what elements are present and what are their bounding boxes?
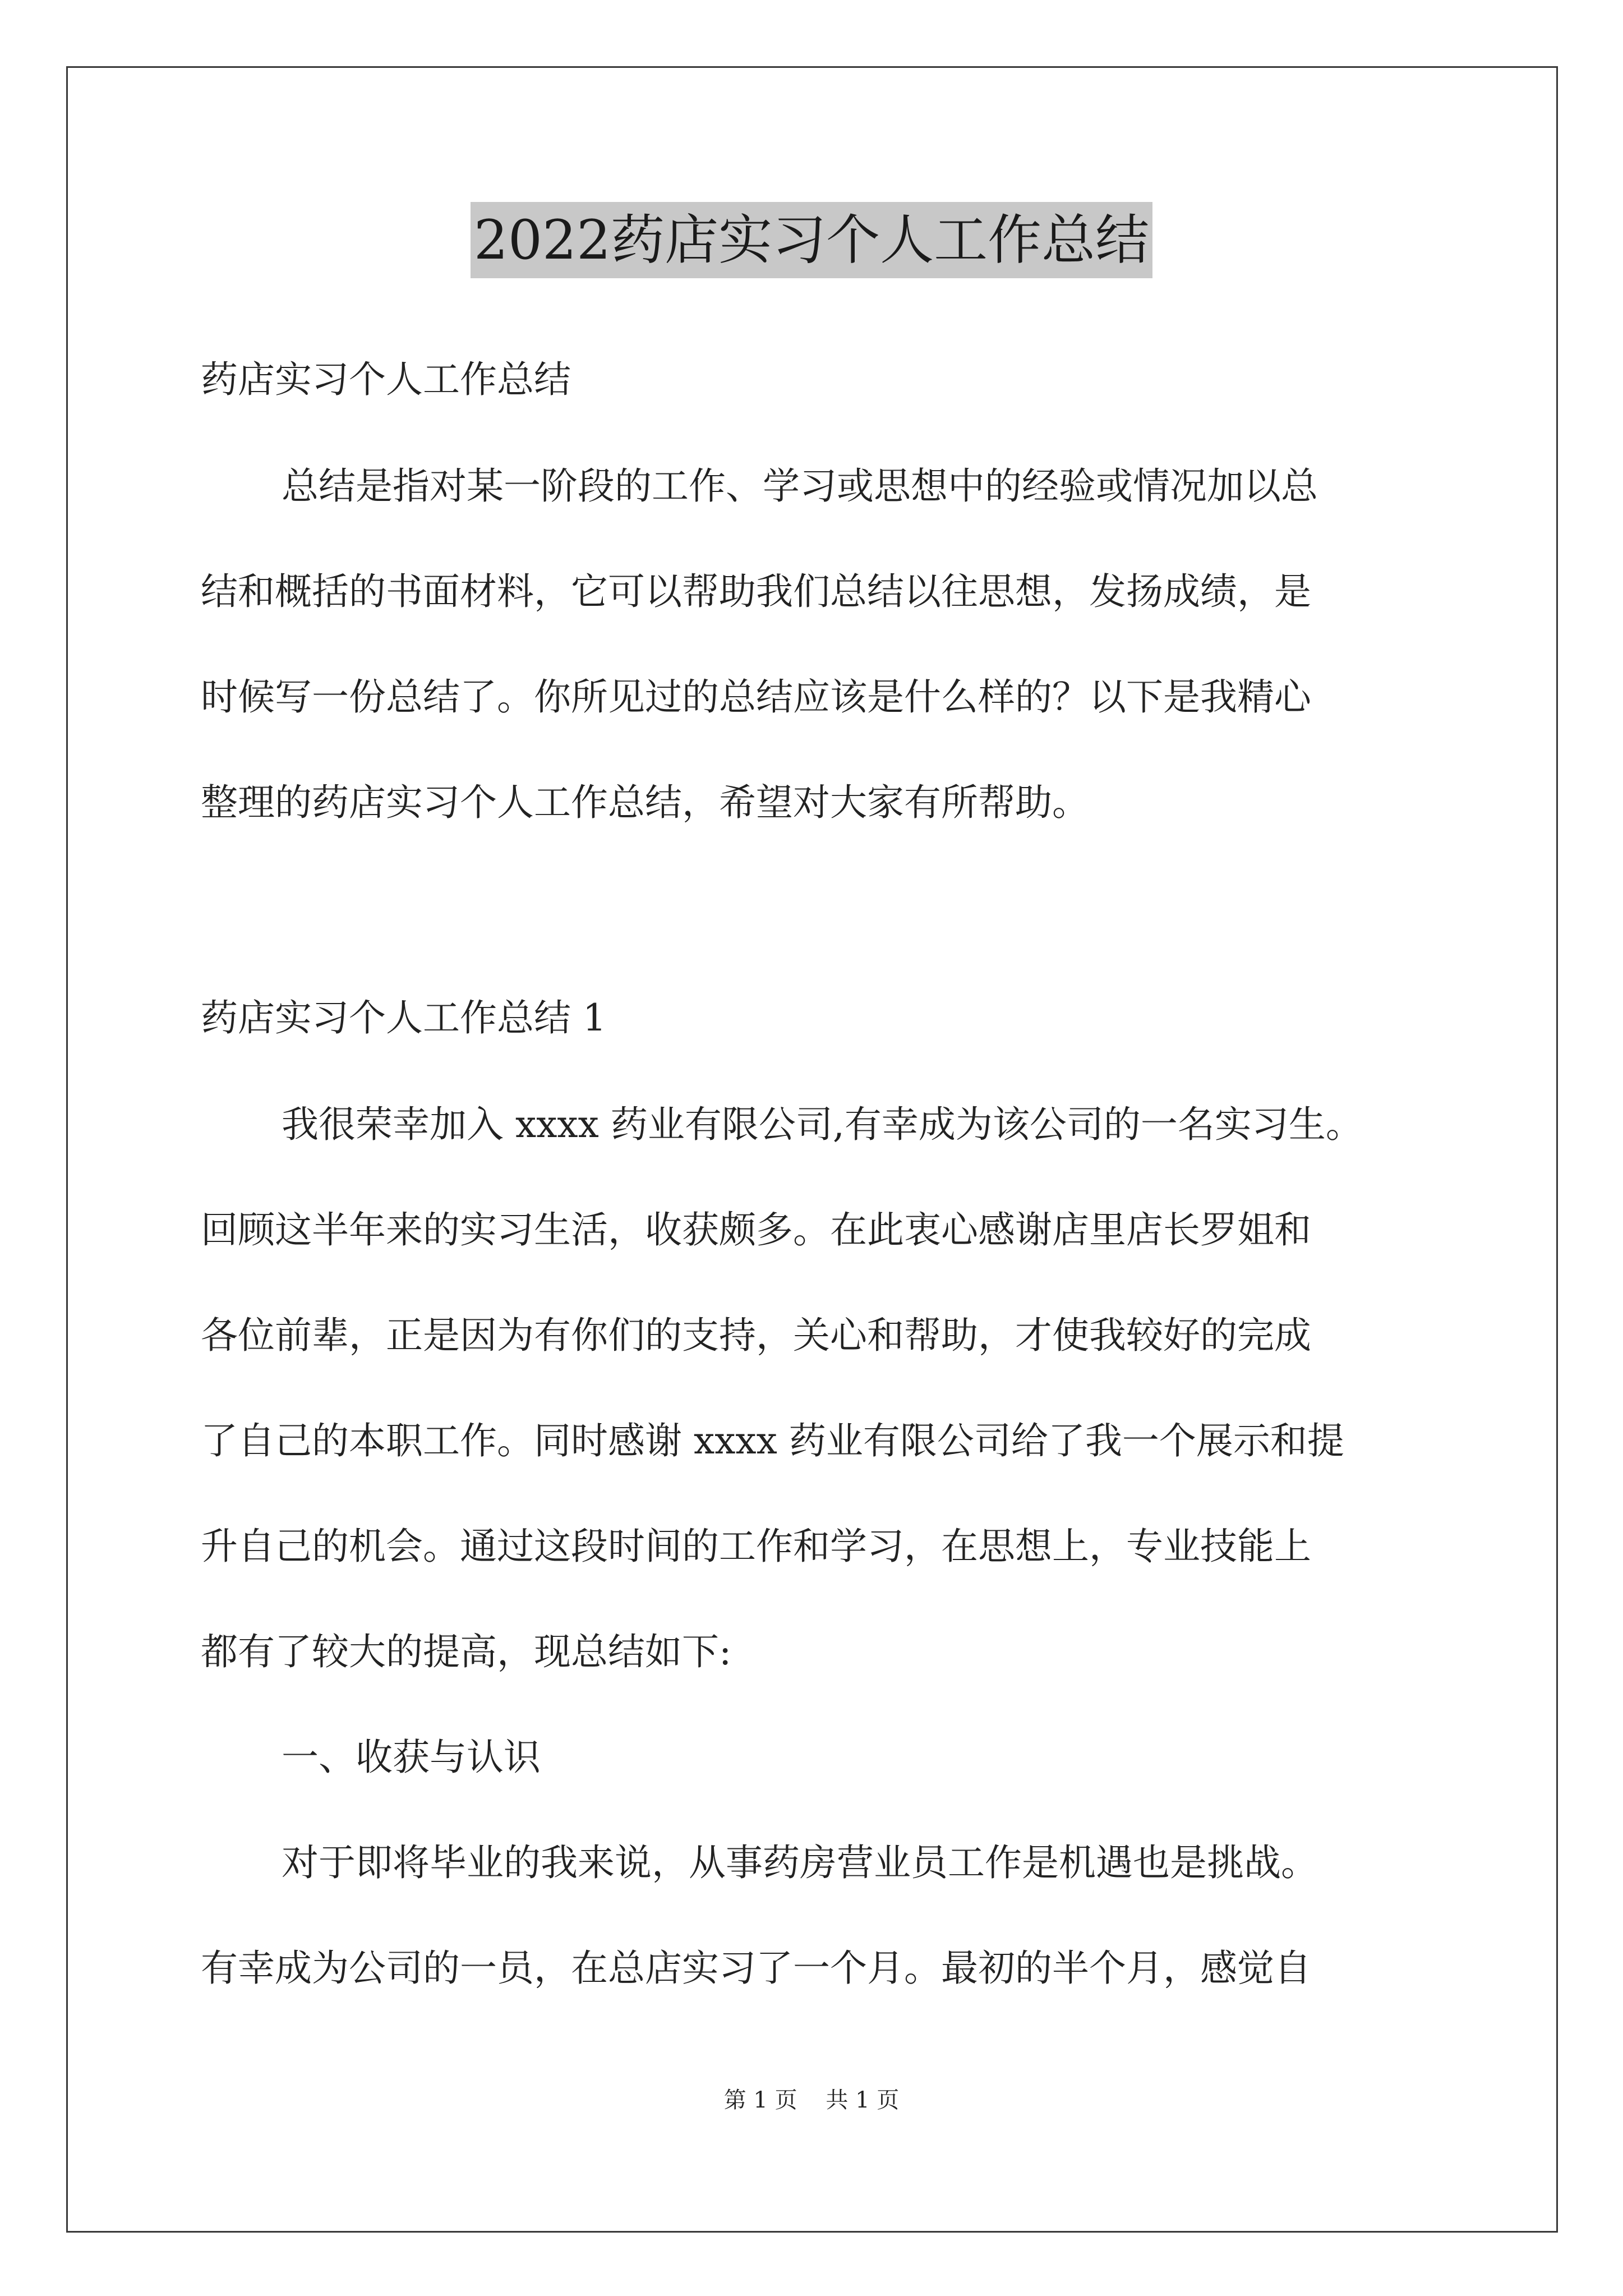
intro-line-1: 总结是指对某一阶段的工作、学习或思想中的经验或情况加以总 <box>282 464 1318 508</box>
paragraph-line: 了自己的本职工作。同时感谢 xxxx 药业有限公司给了我一个展示和提 <box>201 1419 1344 1462</box>
intro-line-4: 整理的药店实习个人工作总结，希望对大家有所帮助。 <box>201 781 1089 824</box>
subsection-heading: 一、收获与认识 <box>282 1736 541 1779</box>
paragraph-line: 都有了较大的提高，现总结如下: <box>201 1630 732 1673</box>
paragraph-line: 对于即将毕业的我来说，从事药房营业员工作是机遇也是挑战。 <box>282 1841 1318 1884</box>
title-container <box>0 202 1623 278</box>
page-footer: 第 1 页 共 1 页 <box>723 2087 900 2113</box>
paragraph-line: 有幸成为公司的一员，在总店实习了一个月。最初的半个月，感觉自 <box>201 1947 1311 1990</box>
paragraph-line: 升自己的机会。通过这段时间的工作和学习，在思想上，专业技能上 <box>201 1525 1311 1568</box>
intro-line-2: 结和概括的书面材料，它可以帮助我们总结以往思想，发扬成绩，是 <box>201 570 1311 613</box>
paragraph-line: 各位前辈，正是因为有你们的支持，关心和帮助，才使我较好的完成 <box>201 1314 1311 1357</box>
document-title: 2022药店实习个人工作总结 <box>471 202 1152 278</box>
paragraph-line: 回顾这半年来的实习生活，收获颇多。在此衷心感谢店里店长罗姐和 <box>201 1208 1311 1251</box>
section-heading-1: 药店实习个人工作总结 1 <box>201 996 606 1039</box>
section-heading: 药店实习个人工作总结 <box>201 358 571 401</box>
intro-line-3: 时候写一份总结了。你所见过的总结应该是什么样的？以下是我精心 <box>201 675 1311 719</box>
paragraph-line: 我很荣幸加入 xxxx 药业有限公司,有幸成为该公司的一名实习生。 <box>282 1103 1363 1146</box>
